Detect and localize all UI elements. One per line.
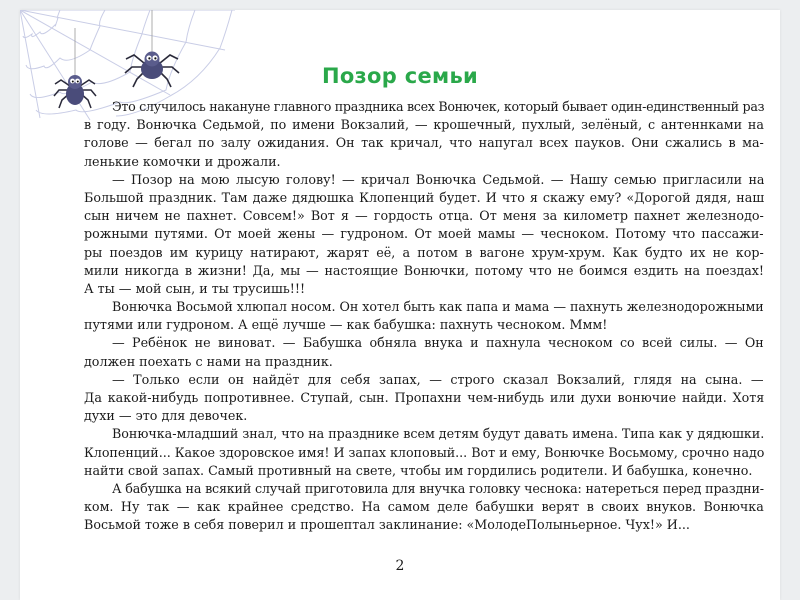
text-line: Вонючка Восьмой хлюпал носом. Он хотел быть как папа и мама — пахнуть железнодорожными [112, 299, 764, 315]
text-line: — Позор на мою лысую голову! — кричал Вонючка Седьмой. — Нашу семью пригласили на [112, 171, 764, 187]
text-line: Это случилось накануне главного праздника всех Вонючек, который бывает один-единственный раз [112, 99, 764, 114]
text-line: рожными путями. От моей жены — гудроном. От моей мамы — чесноком. Потому что пассажи- [84, 226, 764, 242]
book-page [20, 10, 780, 600]
text-line: голове — бегал по залу ожидания. Он так кричал, что напугал всех пауков. Они сжались в ма- [84, 135, 764, 151]
page-number: 2 [395, 558, 405, 574]
text-line: мили никогда в жизни! Да, мы — настоящие Вонючки, потому что не боимся ездить на поездах! [84, 262, 764, 278]
text-line: ленькие комочки и дрожали. [84, 153, 281, 169]
text-line: А ты — мой сын, и ты трусишь!!! [84, 280, 306, 296]
text-line: ры поездов им курицу натирают, жарят её, а потом в вагоне хрум-хрум. Как будто их не кор- [84, 244, 764, 260]
text-line: должен поехать с нами на праздник. [84, 353, 333, 369]
text-line: — Ребёнок не виноват. — Бабушка обняла внука и пахнула чесноком со всей силы. — Он [112, 335, 764, 351]
page-title: Позор семьи [321, 64, 479, 88]
text-line: духи — это для девочек. [84, 408, 248, 424]
text-line: Клопенций... Какое здоровское имя! И запах клоповый... Вот и ему, Вонючке Восьмому, срочно надо [84, 444, 764, 460]
text-line: Восьмой тоже в себя поверил и прошептал заклинание: «МолодеПолыньерное. Чух!» И... [84, 517, 690, 533]
text-line: путями или гудроном. А ещё лучше — как бабушка: пахнуть чесноком. Ммм! [84, 317, 608, 333]
text-line: Да какой-нибудь попротивнее. Ступай, сын. Пропахни чем-нибудь или духи вонючие найди. Хотя [84, 390, 764, 405]
text-line: найти свой запах. Самый противный на свете, чтобы им гордились родители. И бабушка, конечно. [84, 462, 753, 478]
text-line: — Только если он найдёт для себя запах, — строго сказал Вокзалий, глядя на сына. — [112, 371, 764, 387]
text-line: сын ничем не пахнет. Совсем!» Вот я — гордость отца. От меня за километр пахнет железнодо- [84, 208, 764, 224]
text-line: в году. Вонючка Седьмой, по имени Вокзалий, — крошечный, пухлый, зелёный, с антеннками на [84, 117, 764, 133]
text-line: Большой праздник. Там даже дядюшка Клопенций будет. И что я скажу ему? «Дорогой дядя, наш [84, 189, 764, 205]
story-text [84, 98, 764, 535]
text-line: А бабушка на всякий случай приготовила для внучка головку чеснока: натереться перед праздни- [112, 480, 764, 496]
text-line: Вонючка-младший знал, что на празднике всем детям будут давать имена. Типа как у дядюшки. [112, 426, 764, 442]
text-line: ком. Ну так — как крайнее средство. На самом деле бабушки верят в своих внуков. Вонючка [84, 499, 764, 515]
